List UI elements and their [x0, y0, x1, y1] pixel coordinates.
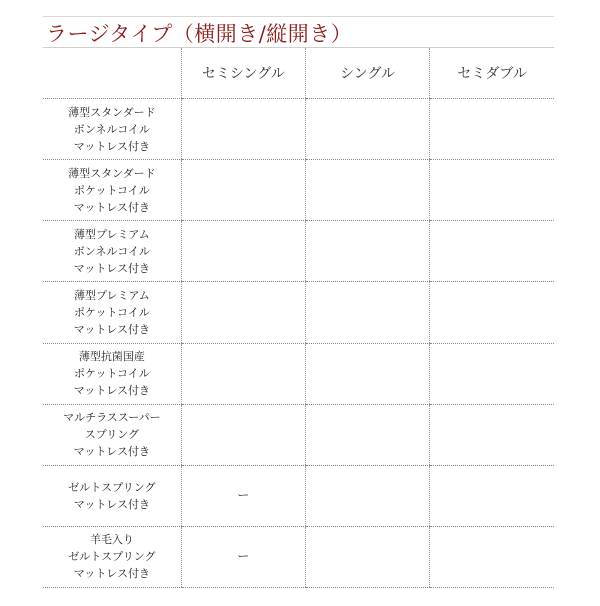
cell-semi-double — [430, 282, 554, 343]
page-title: ラージタイプ（横開き/縦開き） — [46, 22, 353, 46]
row-label — [43, 404, 181, 465]
table-row — [43, 282, 554, 343]
title-rule — [43, 16, 554, 17]
table-row — [43, 404, 554, 465]
cell-single — [306, 343, 430, 404]
row-label-line: マルチラススーパー — [63, 411, 161, 425]
cell-semi-double — [430, 160, 554, 221]
row-label — [43, 221, 181, 282]
cell-semi-double — [430, 99, 554, 160]
row-label — [43, 282, 181, 343]
row-label-line: マットレス付き — [73, 322, 150, 336]
row-label-line: 薄型抗菌国産 — [78, 350, 145, 364]
table-row — [43, 343, 554, 404]
cell-single — [306, 282, 430, 343]
row-label-line: ゼルトスプリング — [68, 550, 156, 564]
cell-single — [306, 404, 430, 465]
cell-semi-single — [181, 404, 305, 465]
row-label-line: スプリング — [84, 428, 140, 442]
cell-single — [306, 526, 430, 587]
row-label-line: マットレス付き — [73, 200, 150, 214]
row-label — [43, 526, 181, 587]
cell-single — [306, 99, 430, 160]
row-label — [43, 465, 181, 526]
row-label — [43, 343, 181, 404]
cell-semi-single — [181, 221, 305, 282]
cell-semi-single: ー — [181, 526, 305, 587]
row-label-line: ポケットコイル — [74, 305, 150, 319]
row-label-line: マットレス付き — [73, 497, 150, 511]
table-row — [43, 160, 554, 221]
row-label-line: ボンネルコイル — [73, 122, 151, 136]
cell-single — [306, 465, 430, 526]
cell-semi-double — [430, 343, 554, 404]
header-row — [43, 48, 554, 99]
row-label-line: ゼルトスプリング — [68, 480, 156, 494]
size-availability-table — [43, 47, 554, 588]
cell-semi-double — [430, 221, 554, 282]
cell-single — [306, 221, 430, 282]
cell-semi-double — [430, 526, 554, 587]
cell-semi-single: ー — [181, 465, 305, 526]
row-label-line: マットレス付き — [73, 139, 150, 153]
table-row — [43, 99, 554, 160]
row-label-line: ポケットコイル — [74, 367, 150, 381]
header-single: シングル — [306, 48, 430, 99]
cell-semi-single — [181, 99, 305, 160]
cell-single — [306, 160, 430, 221]
cell-semi-single — [181, 282, 305, 343]
row-label-line: マットレス付き — [73, 261, 150, 275]
cell-semi-double — [430, 465, 554, 526]
row-label-line: マットレス付き — [73, 445, 150, 459]
table-row — [43, 221, 554, 282]
row-label-line: マットレス付き — [73, 567, 150, 581]
header-semi-double: セミダブル — [430, 48, 554, 99]
cell-semi-single — [181, 160, 305, 221]
cell-semi-single — [181, 343, 305, 404]
row-label-line: 薄型スタンダード — [68, 105, 156, 119]
header-blank-cell — [43, 48, 181, 99]
table-row — [43, 526, 554, 587]
row-label-line: ポケットコイル — [74, 183, 150, 197]
row-label — [43, 160, 181, 221]
table-row — [43, 465, 554, 526]
row-label — [43, 99, 181, 160]
header-semi-single: セミシングル — [181, 48, 305, 99]
row-label-line: 薄型プレミアム — [73, 288, 150, 302]
row-label-line: 薄型プレミアム — [73, 227, 150, 241]
row-label-line: 羊毛入り — [89, 533, 134, 547]
row-label-line: マットレス付き — [73, 384, 150, 398]
row-label-line: ボンネルコイル — [73, 244, 151, 258]
cell-semi-double — [430, 404, 554, 465]
row-label-line: 薄型スタンダード — [68, 166, 156, 180]
